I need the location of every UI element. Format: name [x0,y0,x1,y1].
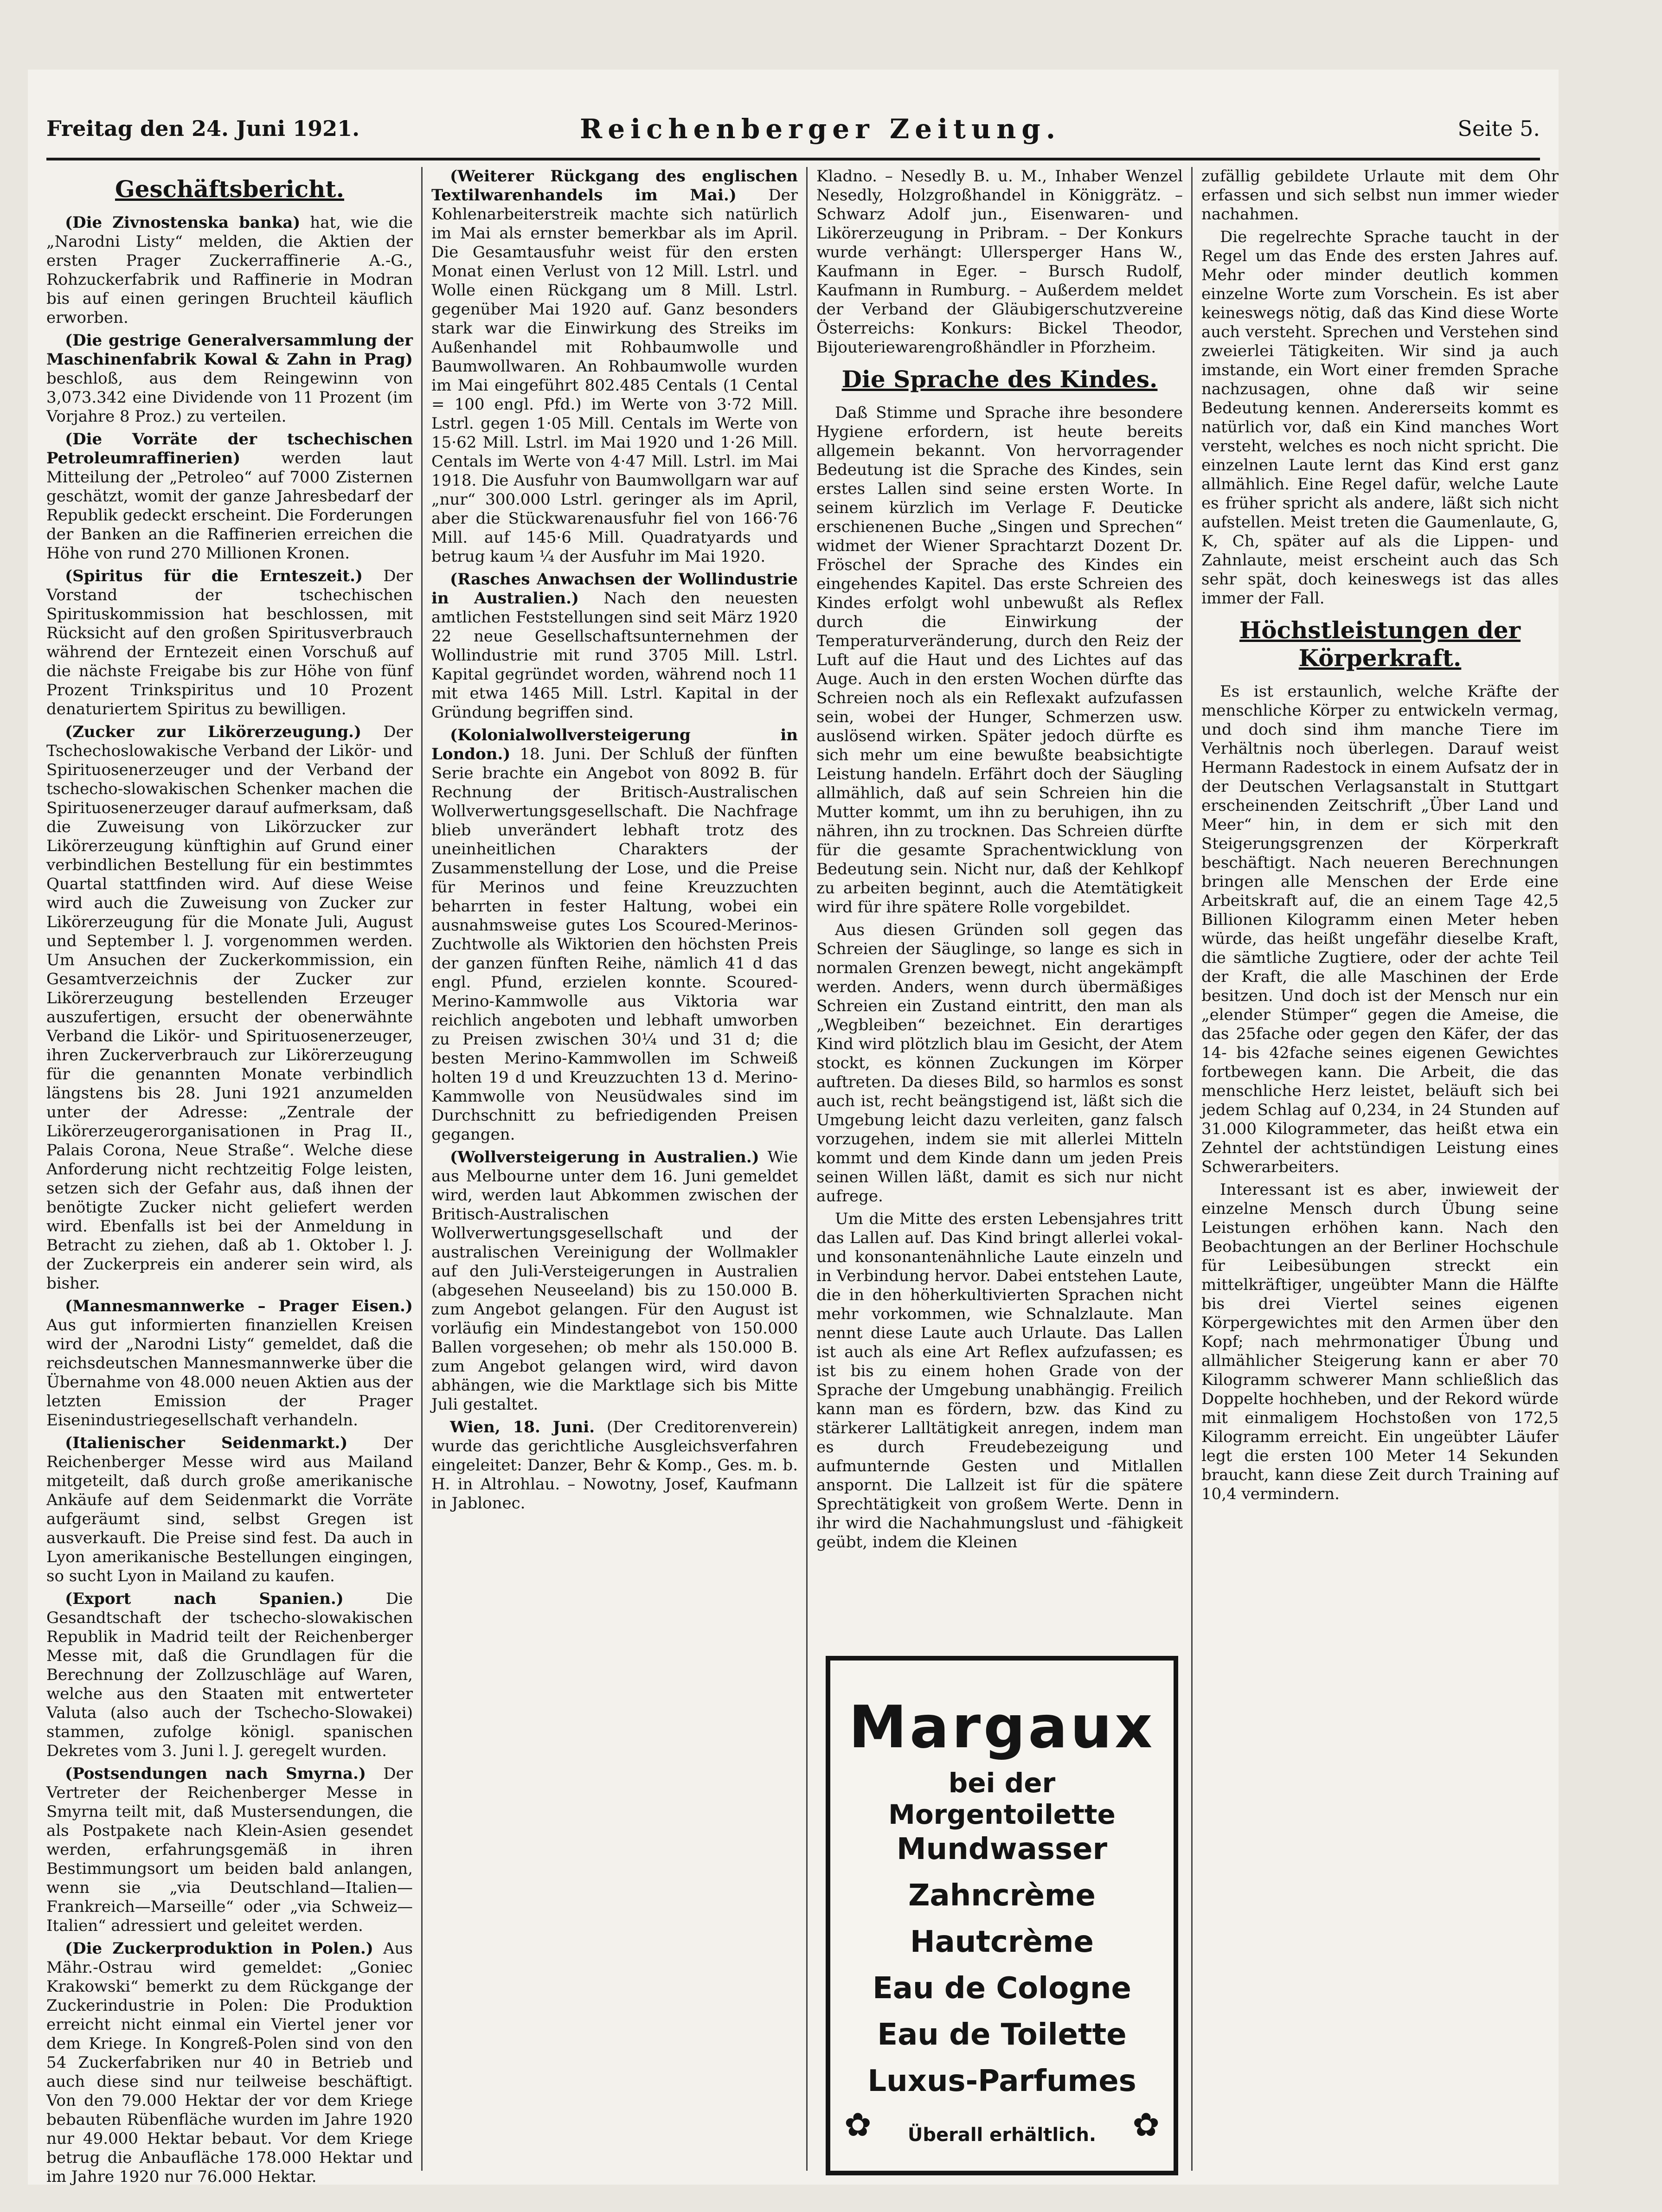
news-item: (Wollversteigerung in Australien.) Wie aus Melbourne unter dem 16. Juni gemeldet wird, werden laut Abkommen zwischen der Britisch-Australischen Wollverwertungsgesellschaft und der australischen Vereinigung der Wollmakler auf den Juli-Versteigerungen in Australien (abgesehen Neuseeland) bis zu 150.000 B. zum Angebot gelangen. Für den August ist vorläufig ein Mindestangebot von 150.000 Ballen vorgesehen; ob mehr als 150.000 B. zum Angebot gelangen wird, wird davon abhängen, wie die Marktlage sich bis Mitte Juli gestaltet. [431,1148,798,1414]
column-divider [421,167,423,2171]
article-heading-child-language: Die Sprache des Kindes. [841,365,1158,393]
article-paragraph: Die regelrechte Sprache taucht in der Regel um das Ende des ersten Jahres auf. Mehr oder minder deutlich kommen einzelne Worte zum Vorschein. Es ist aber keineswegs nötig, daß das Kind diese Worte auch versteht. Sprechen und Verstehen sind zweierlei Tätigkeiten. Wir sind ja auch imstande, ein Wort einer fremden Sprache nachzusagen, ohne daß wir seine Bedeutung kennen. Andererseits kommt es natürlich vor, daß ein Kind manches Wort versteht, welches es noch nicht spricht. Die einzelnen Laute lernt das Kind erst ganz allmählich. Eine Regel dafür, welche Laute es früher spricht als andere, läßt sich nicht aufstellen. Meist treten die Gaumenlaute, G, K, Ch, später auf als die Lippen- und Zahnlaute, meist erscheint auch das Sch sehr spät, doch keineswegs ist das alles immer der Fall. [1201,228,1559,608]
flower-ornament-icon: ✿ [844,2106,872,2144]
flower-ornament-icon: ✿ [1132,2106,1160,2144]
column-divider [1191,167,1193,2171]
news-item: (Die Zivnostenska banka) hat, wie die „Narodni Listy“ melden, die Aktien der ersten Prager Zuckerraffinerie A.-G., Rohzuckerfabrik und Raffinerie in Modran bis auf einen geringen Bruchteil käuflich erworben. [46,213,413,327]
news-item: (Die gestrige Generalversammlung der Maschinenfabrik Kowal & Zahn in Prag) beschloß, aus dem Reingewinn von 3,073.342 eine Dividende von 11 Prozent (im Vorjahre 8 Proz.) zu verteilen. [46,331,413,426]
news-item: (Die Zuckerproduktion in Polen.) Aus Mähr.-Ostrau wird gemeldet: „Goniec Krakowski“ bemerkt zu dem Rückgange der Zuckerindustrie in Polen: Die Produktion erreicht nicht einmal ein Viertel jener vor dem Kriege. In Kongreß-Polen sind von den 54 Zuckerfabriken nur 40 in Betrieb und auch diese sind nur teilweise beschäftigt. Von den 79.000 Hektar der vor dem Kriege bebauten Rübenfläche wurden im Jahre 1920 nur 49.000 Hektar bebaut. Vor dem Kriege betrug die Anbaufläche 178.000 Hektar und im Jahre 1920 nur 76.000 Hektar. [46,1939,413,2186]
ad-product: Hautcrème [910,1925,1094,1959]
column-2 [431,167,798,2175]
ad-product: Eau de Toilette [877,2018,1127,2052]
news-item: (Zucker zur Likörerzeugung.) Der Tschechoslowakische Verband der Likör- und Spirituosenerzeuger und der Verband der tschecho-slowakischen Schenker machen die Spirituosenerzeuger darauf aufmerksam, daß die Zuweisung von Likörzucker zur Likörerzeugung künftighin auf Grund einer verbindlichen Bestellung für ein bestimmtes Quartal stattfinden wird. Auf diese Weise wird auch die Zuweisung von Zucker zur Likörerzeugung für die Monate Juli, August und September l. J. vorgenommen werden. Um Ansuchen der Zuckerkommission, ein Gesamtverzeichnis der Zucker zur Likörerzeugung bestellenden Erzeuger auszufertigen, ersucht der obenerwähnte Verband die Likör- und Spirituosenerzeuger, ihren Zuckerverbrauch zur Likörerzeugung für die genannten Monate verbindlich längstens bis 28. Juni 1921 anzumelden unter der Adresse: „Zentrale der Likörerzeugerorganisationen in Prag II., Palais Corona, Neue Straße“. Welche diese Anforderung nicht rechtzeitig Folge leisten, setzen sich der Gefahr aus, daß ihnen der benötigte Zucker nicht geliefert werden wird. Ebenfalls ist bei der Anmeldung in Betracht zu ziehen, daß ab 1. Oktober l. J. der Zuckerpreis ein anderer sein wird, als bisher. [46,723,413,1293]
column-divider [806,167,808,2171]
newspaper-title: Reichenberger Zeitung. [580,113,1061,145]
news-item: (Die Vorräte der tschechischen Petroleumraffinerien) werden laut Mitteilung der „Petroleo“ auf 7000 Zisternen geschätzt, womit der ganze Jahresbedarf der Republik gedeckt erscheint. Die Forderungen der Banken an die Raffinerien erreichen die Höhe von rund 270 Millionen Kronen. [46,430,413,563]
ad-product: Luxus-Parfumes [867,2064,1136,2098]
creditor-notices: Kladno. – Nesedly B. u. M., Inhaber Wenzel Nesedly, Holzgroßhandel in Königgrätz. – Schwarz Adolf jun., Eisenwaren- und Likörerzeugung in Pribram. – Der Konkurs wurde verhängt: Ullersperger Hans W., Kaufmann in Eger. – Bursch Rudolf, Kaufmann in Rumburg. – Außerdem meldet der Verband der Gläubigerschutzvereine Österreichs: Konkurs: Bickel Theodor, Bijouteriewarengroßhändler in Pforzheim. [816,167,1183,357]
article-paragraph: Es ist erstaunlich, welche Kräfte der menschliche Körper zu entwickeln vermag, und doch sind ihm manche Tiere im Verhältnis noch überlegen. Darauf weist Hermann Radestock in einem Aufsatz der in der Deutschen Verlagsanstalt in Stuttgart erscheinenden Zeitschrift „Über Land und Meer“ hin, in dem er sich mit den Steigerungsgrenzen der Körperkraft beschäftigt. Nach neueren Berechnungen bringen alle Menschen der Erde eine Arbeitskraft auf, die an einem Tage 42,5 Billionen Kilogramm einen Meter heben würde, das heißt ungefähr dieselbe Kraft, die sämtliche Zugtiere, oder der achte Teil der Kraft, die alle Maschinen der Erde besitzen. Und doch ist der Mensch nur ein „elender Stümper“ gegen die Ameise, die das 25fache oder gegen den Käfer, der das 14- bis 42fache seines eigenen Gewichtes fortbewegen kann. Die Arbeit, die das menschliche Herz leistet, beläuft sich bei jedem Schlag auf 0,234, in 24 Stunden auf 31.000 Kilogrammeter, das heißt etwa ein Zehntel der achtstündigen Leistung eines Schwerarbeiters. [1201,682,1559,1176]
ad-brand: Margaux [848,1693,1155,1761]
news-item: (Mannesmannwerke – Prager Eisen.) Aus gut informierten finanziellen Kreisen wird der „Narodni Listy“ gemeldet, daß die reichsdeutschen Mannesmannwerke über die Übernahme von 48.000 neuen Aktien aus der letzten Emission der Prager Eisenindustriegesellschaft verhandeln. [46,1297,413,1430]
article-paragraph: Daß Stimme und Sprache ihre besondere Hygiene erfordern, ist heute bereits allgemein bekannt. Von hervorragender Bedeutung ist die Sprache des Kindes, sein erstes Lallen sind seine ersten Worte. In seinem kürzlich im Verlage F. Deuticke erschienenen Buche „Singen und Sprechen“ widmet der Wiener Sprachtarzt Dozent Dr. Fröschel der Sprache des Kindes ein eingehendes Kapitel. Das erste Schreien des Kindes erfolgt wohl unbewußt als Reflex durch die Einwirkung der Temperaturveränderung, durch den Reiz der Luft auf die Haut und des Lichtes auf das Auge. Auch in den ersten Wochen dürfte das Schreien noch als ein Reflexakt aufzufassen sein, wobei der Hunger, Schmerzen usw. auslösend wirken. Später jedoch dürfte es sich mehr um eine bewußte beabsichtigte Leistung handeln. Erfährt doch der Säugling allmählich, daß auf sein Schreien hin die Mutter kommt, um ihn zu beruhigen, ihn zu nähren, ihn zu trocknen. Das Schreien dürfte für die gesamte Sprachentwicklung von Bedeutung sein. Nicht nur, daß der Kehlkopf zu arbeiten beginnt, auch die Atemtätigkeit wird für ihre spätere Rolle vorgebildet. [816,404,1183,917]
column-4 [1201,167,1559,2175]
newspaper-page [28,70,1559,2185]
ad-footer: Überall erhältlich. [907,2124,1097,2146]
article-paragraph: Aus diesen Gründen soll gegen das Schreien der Säuglinge, so lange es sich in normalen Grenzen bewegt, nicht angekämpft werden. Anders, wenn durch übermäßiges Schreien ein Zustand eintritt, den man als „Wegbleiben“ bezeichnet. Ein derartiges Kind wird plötzlich blau im Gesicht, der Atem stockt, es können Zuckungen im Körper auftreten. Da dieses Bild, so harmlos es sonst auch ist, recht beängstigend ist, läßt sich die Umgebung leicht dazu verleiten, ganz falsch vorzugehen, indem sie mit allerlei Mitteln kommt und dem Kinde dann um jeden Preis seinen Willen läßt, damit es sich nur nicht aufrege. [816,921,1183,1205]
page-number: Seite 5. [1457,116,1540,141]
news-item: (Kolonialwollversteigerung in London.) 18. Juni. Der Schluß der fünften Serie brachte ein Angebot von 8092 B. für Rechnung der Britisch-Australischen Wollverwertungsgesellschaft. Die Nachfrage blieb unverändert lebhaft trotz des uneinheitlichen Charakters der Zusammenstellung der Lose, und die Preise für Merinos und feine Kreuzzuchten beharrten in fester Haltung, wobei ein ausnahmsweise gutes Los Scoured-Merinos-Zuchtwolle als Wiktorien den höchsten Preis der ganzen fünften Reihe, nämlich 41 d das engl. Pfund, erzielen konnte. Scoured-Merino-Kammwolle aus Viktoria war reichlich angeboten und lebhaft umworben zu Preisen zwischen 30¼ und 31 d; die besten Merino-Kammwollen im Schweiß holten 19 d und Kreuzzuchten 13 d. Merino-Kammwolle von Neusüdwales sind im Durchschnitt zu befriedigenden Preisen gegangen. [431,726,798,1144]
ad-product: Mundwasser [896,1832,1108,1866]
article-heading-body-strength: Höchstleistungen der Körperkraft. [1239,616,1521,672]
issue-date: Freitag den 24. Juni 1921. [46,116,360,141]
page-header [46,102,1540,160]
section-heading-business: Geschäftsbericht. [115,175,345,203]
news-item: Wien, 18. Juni. (Der Creditorenverein) wurde das gerichtliche Ausgleichsverfahren eingeleitet: Danzer, Behr & Komp., Ges. m. b. H. in Altrohlau. – Nowotny, Josef, Kaufmann in Jablonec. [431,1418,798,1513]
news-item: (Export nach Spanien.) Die Gesandtschaft der tschecho-slowakischen Republik in Madrid teilt der Reichenberger Messe mit, daß die Grundlagen für die Berechnung der Zollzuschläge auf Waren, welche aus den Staaten mit entwerteter Valuta (also auch der Tschecho-Slowakei) stammen, zufolge königl. spanischen Dekretes vom 3. Juni l. J. geregelt wurden. [46,1590,413,1760]
news-item: (Spiritus für die Ernteszeit.) Der Vorstand der tschechischen Spirituskommission hat beschlossen, mit Rücksicht auf den großen Spiritusverbrauch während der Erntezeit einen Vorschuß auf die nächste Freigabe bis zur Höhe von fünf Prozent Trinkspiritus und 10 Prozent denaturiertem Spiritus zu bewilligen. [46,567,413,718]
article-paragraph: zufällig gebildete Urlaute mit dem Ohr erfassen und sich selbst nun immer wieder nachahmen. [1201,167,1559,224]
ad-product: Eau de Cologne [873,1971,1131,2006]
ad-product: Zahncrème [908,1879,1096,1913]
news-item: (Rasches Anwachsen der Wollindustrie in Australien.) Nach den neuesten amtlichen Feststellungen sind seit März 1920 22 neue Gesellschaftsunternehmen der Wollindustrie mit rund 3705 Mill. Lstrl. Kapital gegründet worden, während noch 11 mit etwa 1465 Mill. Lstrl. Kapital in der Gründung begriffen sind. [431,570,798,722]
margaux-advertisement [826,1656,1178,2175]
ad-subtitle: bei der Morgentoilette [888,1767,1116,1830]
article-paragraph: Um die Mitte des ersten Lebensjahres tritt das Lallen auf. Das Kind bringt allerlei vokal- und konsonantenähnliche Laute einzeln und in Verbindung hervor. Dabei entstehen Laute, die in den höherkultivierten Sprachen nicht mehr vorkommen, wie Schnalzlaute. Man nennt diese Laute auch Urlaute. Das Lallen ist auch als eine Art Reflex aufzufassen; es ist bis zu einem hohen Grade von der Sprache der Umgebung unabhängig. Freilich kann man es fördern, bzw. das Kind zu stärkerer Lalltätigkeit anregen, indem man es durch Freudebezeigung und aufmunternde Gesten und Mitlallen anspornt. Die Lallzeit ist für die spätere Sprechtätigkeit von großem Werte. Denn in ihr wird die Nachahmungslust und -fähigkeit geübt, indem die Kleinen [816,1210,1183,1552]
news-item: (Italienischer Seidenmarkt.) Der Reichenberger Messe wird aus Mailand mitgeteilt, daß durch große amerikanische Ankäufe auf dem Seidenmarkt die Vorräte aufgeräumt sind, selbst Gregen ist ausverkauft. Die Preise sind fest. Da auch in Lyon amerikanische Bestellungen eingingen, so sucht Lyon in Mailand zu kaufen. [46,1434,413,1585]
article-paragraph: Interessant ist es aber, inwieweit der einzelne Mensch durch Übung seine Leistungen erhöhen kann. Nach den Beobachtungen an der Berliner Hochschule für Leibesübungen streckt ein mittelkräftiger, ungeübter Mann die Hälfte bis drei Viertel seines eigenen Körpergewichtes mit den Armen über den Kopf; nach mehrmonatiger Übung und allmählicher Steigerung kann er aber 70 Kilogramm schwerer Mann schließlich das Doppelte hochheben, und der Rekord würde mit einmaligem Hochstoßen von 172,5 Kilogramm erreicht. Ein ungeübter Läufer legt die ersten 100 Meter 14 Sekunden braucht, kann diese Zeit durch Training auf 10,4 vermindern. [1201,1180,1559,1503]
column-3 [816,167,1183,1637]
column-1 [46,167,413,2186]
news-item: (Postsendungen nach Smyrna.) Der Vertreter der Reichenberger Messe in Smyrna teilt mit, daß Mustersendungen, die als Postpakete nach Klein-Asien gesendet werden, erfahrungsgemäß in ihren Bestimmungsort um beiden bald anlangen, wenn sie „via Deutschland—Italien—Frankreich—Marseille“ oder „via Schweiz—Italien“ adressiert und geleitet werden. [46,1764,413,1935]
news-item: (Weiterer Rückgang des englischen Textilwarenhandels im Mai.) Der Kohlenarbeiterstreik machte sich natürlich im Mai als ernster bemerkbar als im April. Die Gesamtausfuhr weist für den ersten Monat einen Verlust von 12 Mill. Lstrl. und Wolle einen Rückgang um 8 Mill. Lstrl. gegenüber Mai 1920 auf. Ganz besonders stark war die Einwirkung des Streiks im Außenhandel mit Rohbaumwolle und Baumwollwaren. An Rohbaumwolle wurden im Mai eingeführt 802.485 Centals (1 Cental = 100 engl. Pfd.) im Werte von 3·72 Mill. Lstrl. gegen 1·05 Mill. Centals im Werte von 15·62 Mill. Lstrl. im Mai 1920 und 1·26 Mill. Centals im Werte von 4·47 Mill. Lstrl. im Mai 1918. Die Ausfuhr von Baumwollgarn war auf „nur“ 300.000 Lstrl. geringer als im April, aber die Stückwarenausfuhr fiel von 166·76 Mill. auf 145·6 Mill. Quadratyards und betrug kaum ¼ der Ausfuhr im Mai 1920. [431,167,798,566]
